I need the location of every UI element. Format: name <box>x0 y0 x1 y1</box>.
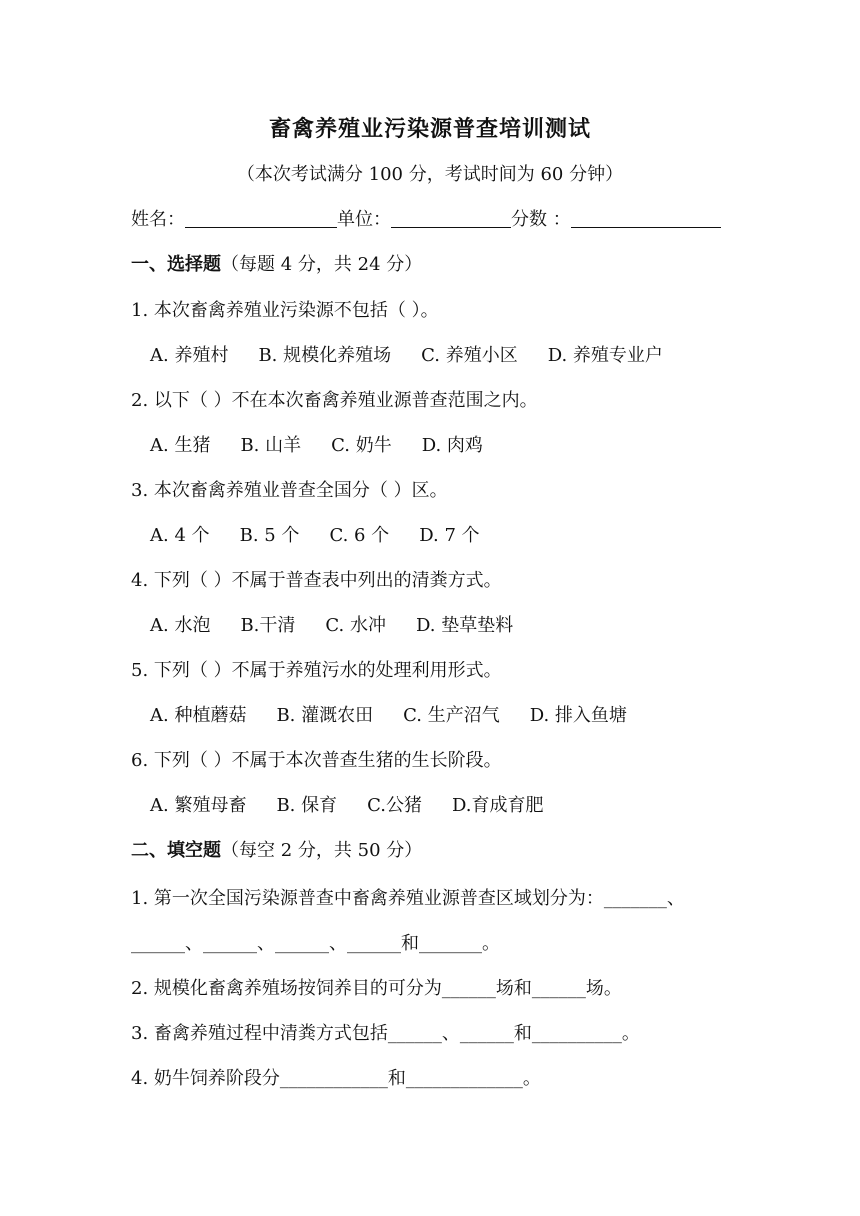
option: C.公猪 <box>367 795 422 816</box>
option: A. 水泡 <box>150 615 211 636</box>
question-text: 6. 下列（ ）不属于本次普查生猪的生长阶段。 <box>131 750 502 771</box>
option: D. 7 个 <box>419 525 480 546</box>
question-text: 2. 以下（ ）不在本次畜禽养殖业源普查范围之内。 <box>131 390 538 411</box>
section-heading <box>131 836 422 862</box>
option-row <box>150 431 513 457</box>
name-label: 姓名： <box>131 209 185 230</box>
question-text: 4. 下列（ ）不属于普查表中列出的清粪方式。 <box>131 570 502 591</box>
exam-subtitle: （本次考试满分 100 分，考试时间为 60 分钟） <box>236 164 624 185</box>
option-row <box>150 611 543 637</box>
option: C. 6 个 <box>329 525 390 546</box>
option-row <box>150 341 693 367</box>
option: A. 繁殖母畜 <box>150 795 247 816</box>
option-row <box>150 521 510 547</box>
option: A. 生猪 <box>150 435 211 456</box>
option: D. 肉鸡 <box>421 435 483 456</box>
fill-line: 3. 畜禽养殖过程中清粪方式包括______、______和__________。 <box>131 1023 640 1044</box>
option-row <box>150 791 574 817</box>
option: B. 规模化养殖场 <box>258 345 392 366</box>
section-title: 二、填空题 <box>131 840 221 861</box>
fill-line: ______、______、______、______和_______。 <box>131 933 500 954</box>
score-blank <box>571 209 721 228</box>
name-blank <box>185 209 337 228</box>
section-heading <box>131 250 422 276</box>
section-title: 一、选择题 <box>131 254 221 275</box>
option: D.育成育肥 <box>451 795 544 816</box>
option: B. 保育 <box>276 795 338 816</box>
section-note: （每题 4 分，共 24 分） <box>221 254 423 275</box>
option: D. 养殖专业户 <box>547 345 663 366</box>
exam-title: 畜禽养殖业污染源普查培训测试 <box>268 116 591 142</box>
question-text: 1. 本次畜禽养殖业污染源不包括（ ）。 <box>131 300 439 321</box>
option: B. 5 个 <box>239 525 300 546</box>
unit-label: 单位： <box>337 209 391 230</box>
option: B. 灌溉农田 <box>276 705 374 726</box>
option: C. 水冲 <box>325 615 386 636</box>
option: B.干清 <box>240 615 296 636</box>
option: A. 养殖村 <box>150 345 229 366</box>
section-note: （每空 2 分，共 50 分） <box>221 840 423 861</box>
question-text: 5. 下列（ ）不属于养殖污水的处理利用形式。 <box>131 660 502 681</box>
student-info-row <box>131 205 721 231</box>
unit-blank <box>391 209 511 228</box>
fill-line: 2. 规模化畜禽养殖场按饲养目的可分为______场和______场。 <box>131 978 622 999</box>
option: D. 排入鱼塘 <box>529 705 627 726</box>
option: A. 4 个 <box>150 525 210 546</box>
option: D. 垫草垫料 <box>415 615 514 636</box>
option: C. 生产沼气 <box>403 705 500 726</box>
question-text: 3. 本次畜禽养殖业普查全国分（ ）区。 <box>131 480 448 501</box>
option: A. 种植蘑菇 <box>150 705 247 726</box>
option: C. 养殖小区 <box>421 345 518 366</box>
score-label: 分数 ： <box>511 209 571 230</box>
option-row <box>150 701 657 727</box>
fill-line: 4. 奶牛饲养阶段分____________和_____________。 <box>131 1068 541 1089</box>
fill-line: 1. 第一次全国污染源普查中畜禽养殖业源普查区域划分为：_______、 <box>131 888 685 909</box>
option: B. 山羊 <box>240 435 302 456</box>
option: C. 奶牛 <box>331 435 392 456</box>
